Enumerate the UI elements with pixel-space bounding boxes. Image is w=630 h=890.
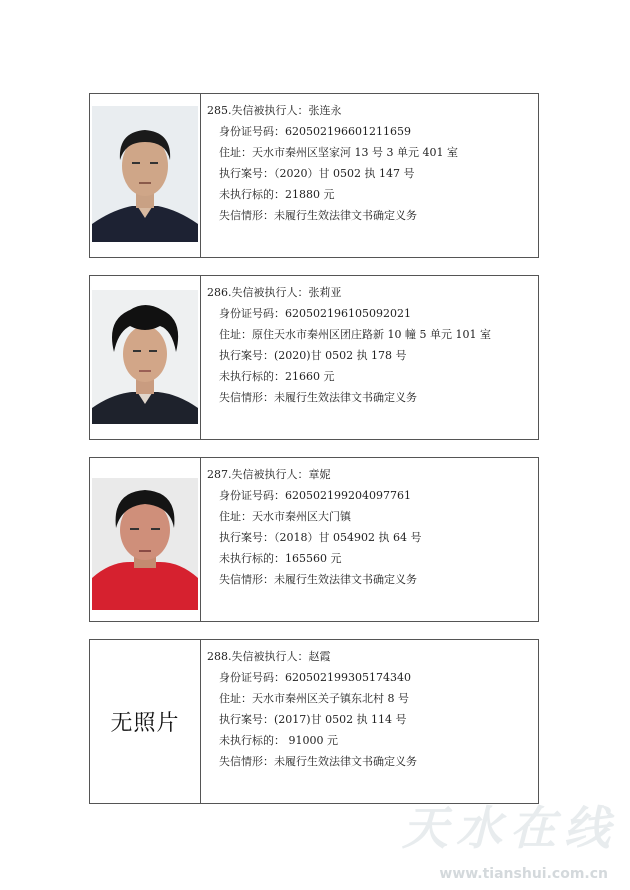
record-card bbox=[89, 457, 539, 622]
case-number: 执行案号：（2018）甘 054902 执 64 号 bbox=[219, 531, 422, 544]
unpaid-amount: 未执行标的：165560 元 bbox=[219, 552, 342, 565]
record-card bbox=[89, 275, 539, 440]
case-number: 执行案号：(2017)甘 0502 执 114 号 bbox=[219, 713, 407, 726]
record-info bbox=[207, 646, 417, 772]
photo-cell bbox=[90, 640, 201, 803]
address: 住址：天水市秦州区大门镇 bbox=[219, 510, 351, 523]
record-title: 285.失信被执行人：张连永 bbox=[207, 104, 342, 117]
unpaid-amount: 未执行标的：21660 元 bbox=[219, 370, 335, 383]
portrait-photo bbox=[92, 106, 198, 242]
record-info bbox=[207, 282, 491, 408]
address: 住址：天水市秦州区关子镇东北村 8 号 bbox=[219, 692, 409, 705]
address: 住址：天水市秦州区坚家河 13 号 3 单元 401 室 bbox=[219, 146, 458, 159]
id-number: 身份证号码：620502199204097761 bbox=[219, 489, 411, 502]
case-number: 执行案号：(2020)甘 0502 执 178 号 bbox=[219, 349, 407, 362]
record-title: 288.失信被执行人：赵霞 bbox=[207, 650, 331, 663]
photo-cell bbox=[90, 276, 201, 439]
portrait-photo bbox=[92, 290, 198, 424]
default-situation: 失信情形：未履行生效法律文书确定义务 bbox=[219, 209, 417, 222]
id-number: 身份证号码：620502199305174340 bbox=[219, 671, 411, 684]
id-number: 身份证号码：620502196601211659 bbox=[219, 125, 411, 138]
photo-cell bbox=[90, 458, 201, 621]
photo-cell bbox=[90, 94, 201, 257]
watermark-logo: 天水在线 bbox=[402, 801, 618, 855]
record-card bbox=[89, 93, 539, 258]
record-info bbox=[207, 464, 421, 590]
portrait-photo bbox=[92, 478, 198, 610]
unpaid-amount: 未执行标的： 91000 元 bbox=[219, 734, 338, 747]
default-situation: 失信情形：未履行生效法律文书确定义务 bbox=[219, 573, 417, 586]
record-title: 286.失信被执行人：张莉亚 bbox=[207, 286, 342, 299]
unpaid-amount: 未执行标的：21880 元 bbox=[219, 188, 335, 201]
record-card bbox=[89, 639, 539, 804]
record-title: 287.失信被执行人：章妮 bbox=[207, 468, 331, 481]
default-situation: 失信情形：未履行生效法律文书确定义务 bbox=[219, 391, 417, 404]
record-info bbox=[207, 100, 458, 226]
no-photo-label: 无照片 bbox=[110, 711, 180, 736]
case-number: 执行案号：（2020）甘 0502 执 147 号 bbox=[219, 167, 415, 180]
id-number: 身份证号码：620502196105092021 bbox=[219, 307, 411, 320]
default-situation: 失信情形：未履行生效法律文书确定义务 bbox=[219, 755, 417, 768]
address: 住址：原住天水市秦州区团庄路新 10 幢 5 单元 101 室 bbox=[219, 328, 491, 341]
watermark-url: www.tianshui.com.cn bbox=[439, 866, 608, 882]
